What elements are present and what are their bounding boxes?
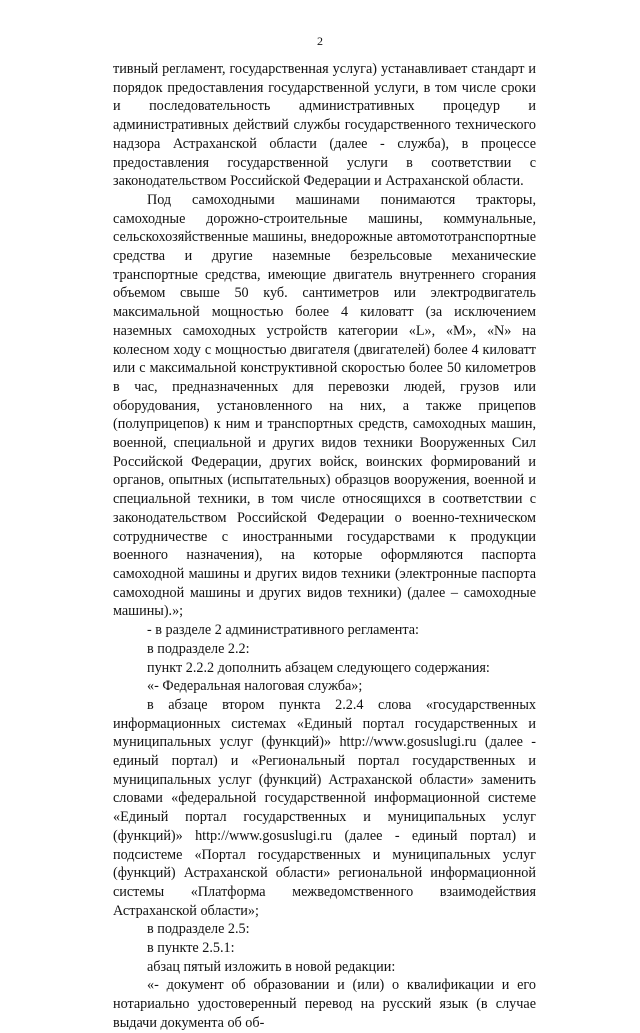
paragraph-section-2-amendment: - в разделе 2 административного регламента: (147, 622, 419, 639)
paragraph-clause-2-5-1: в пункте 2.5.1: (147, 940, 235, 957)
paragraph-federal-tax-service: «- Федеральная налоговая служба»; (147, 678, 363, 695)
paragraph-self-propelled-machines-definition: Под самоходными машинами понимаются тракторы, самоходные дорожно-строительные машины, коммунальные, сельскохозяйственные машины, внедорожные автомототранспортные средства и другие наземные безрельсовые механические транспортные средства, имеющие двигатель внутреннего сгорания объемом свыше 50 куб. сантиметров или электродвигатель максимальной мощностью более 4 киловатт (за исключением наземных самоходных устройств категории «L», «M», «N» на колесном ходу с мощностью двигателя (двигателей) более 4 киловатт или с максимальной конструктивной скоростью более 50 километров в час, предназначенных для перевозки людей, грузов или оборудования, установленного на них, а также прицепов (полуприцепов) к ним и транспортных средств, самоходных машин, военной, специальной и других видов техники Вооруженных Сил Российской Федерации, других войск, воинских формирований и органов, опытных (испытательных) образцов вооружения, военной и специальной техники, в том числе относящихся в соответствии с законодательством Российской Федерации о военно-техническом сотрудничестве с иностранными государствами к продукции военного назначения), на которые оформляются паспорта самоходной машины и других видов техники (электронные паспорта самоходной машины и других видов техники) (далее – самоходные машины).»; (113, 191, 536, 620)
paragraph-subsection-2-5: в подразделе 2.5: (147, 921, 250, 938)
paragraph-clause-2-2-4-portal-wording: в абзаце втором пункта 2.2.4 слова «государственных информационных системах «Единый портал государственных и муниципальных услуг (функций)» http://www.gosuslugi.ru (далее - единый портал) и «Региональный портал государственных и муниципальных услуг (функций) Астраханской области» заменить словами «федеральной государственной информационной системе «Единый портал государственных и муниципальных услуг (функций)» http://www.gosuslugi.ru (далее - единый портал) и подсистеме «Портал государственных и муниципальных услуг (функций) Астраханской области» региональной информационной системы «Платформа межведомственного взаимодействия Астраханской области»; (113, 696, 536, 919)
page-number: 2 (317, 34, 323, 48)
document-body (113, 60, 536, 1033)
paragraph-clause-2-2-2: пункт 2.2.2 дополнить абзацем следующего содержания: (147, 659, 490, 676)
paragraph-education-document: «- документ об образовании и (или) о квалификации и его нотариально удостоверенный перевод на русский язык (в случае выдачи документа об об- (113, 977, 536, 1031)
paragraph-fifth-abzac-new-edition: абзац пятый изложить в новой редакции: (147, 958, 396, 975)
paragraph-subsection-2-2: в подразделе 2.2: (147, 640, 250, 657)
paragraph-regulation-intro-continued: тивный регламент, государственная услуга) устанавливает стандарт и порядок предоставления государственной услуги, в том числе сроки и последовательность административных процедур и административных действий службы государственного технического надзора Астраханской области (далее - служба), в процессе предоставления государственной услуги в соответствии с законодательством Российской Федерации и Астраханской области. (113, 61, 536, 190)
